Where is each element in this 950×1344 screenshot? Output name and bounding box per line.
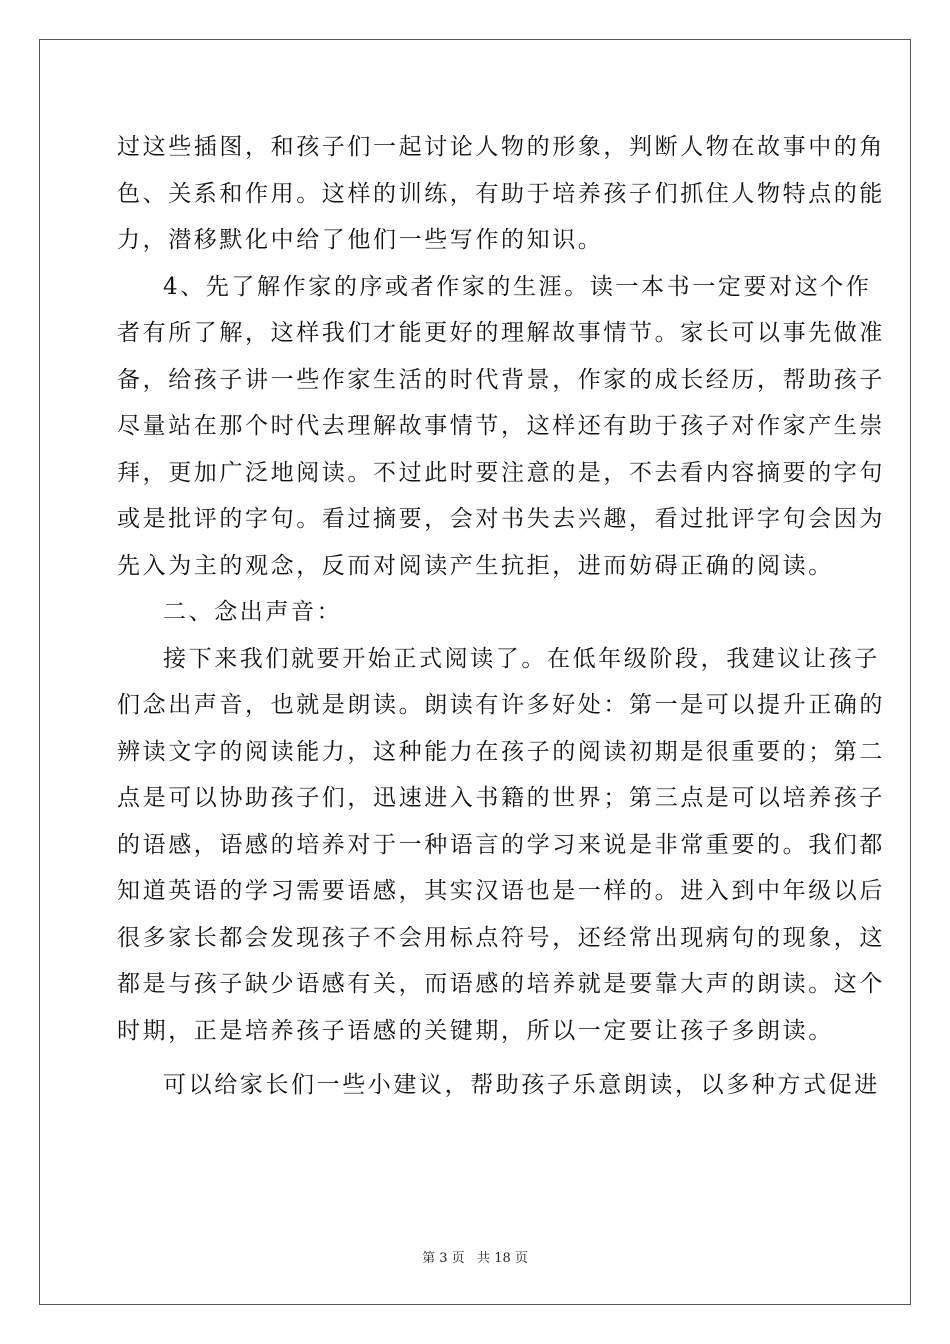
text-line: 备，给孩子讲一些作家生活的时代背景，作家的成长经历，帮助孩子 (117, 366, 885, 393)
text-line: 者有所了解，这样我们才能更好的理解故事情节。家长可以事先做准 (117, 320, 885, 346)
text-line: 过这些插图，和孩子们一起讨论人物的形象，判断人物在故事中的角 (117, 134, 885, 160)
text-line: 时期，正是培养孩子语感的关键期，所以一定要让孩子多朗读。 (117, 1017, 834, 1044)
text-line: 们念出声音，也就是朗读。朗读有许多好处：第一是可以提升正确的 (117, 692, 885, 718)
text-line: 的语感，语感的培养对于一种语言的学习来说是非常重要的。我们都 (117, 831, 885, 858)
paragraph-start-line: 接下来我们就要开始正式阅读了。在低年级阶段，我建议让孩子 (163, 645, 880, 672)
text-line: 很多家长都会发现孩子不会用标点符号，还经常出现病句的现象，这 (117, 924, 885, 951)
text-line: 色、关系和作用。这样的训练，有助于培养孩子们抓住人物特点的能 (117, 180, 885, 207)
text-line: 辨读文字的阅读能力，这种能力在孩子的阅读初期是很重要的；第二 (117, 738, 885, 765)
text-line: 点是可以协助孩子们，迅速进入书籍的世界；第三点是可以培养孩子 (117, 785, 885, 811)
page-number-footer: 第 3 页 共 18 页 (422, 1251, 528, 1266)
paragraph-start-line: 可以给家长们一些小建议，帮助孩子乐意朗读，以多种方式促进 (163, 1072, 880, 1098)
text-line: 力，潜移默化中给了他们一些写作的知识。 (117, 227, 604, 253)
text-line: 都是与孩子缺少语感有关，而语感的培养就是要靠大声的朗读。这个 (117, 971, 885, 997)
text-line: 拜，更加广泛地阅读。不过此时要注意的是，不去看内容摘要的字句 (117, 459, 885, 486)
text-line: 或是批评的字句。看过摘要，会对书失去兴趣，看过批评字句会因为 (117, 506, 885, 532)
text-line: 先入为主的观念，反而对阅读产生抗拒，进而妨碍正确的阅读。 (117, 552, 834, 579)
text-line: 知道英语的学习需要语感，其实汉语也是一样的。进入到中年级以后 (117, 878, 885, 904)
paragraph-start-line: 4、先了解作家的序或者作家的生涯。读一本书一定要对这个作 (163, 273, 872, 300)
document-body (117, 124, 885, 1109)
text-line: 尽量站在那个时代去理解故事情节，这样还有助于孩子对作家产生崇 (117, 413, 885, 439)
section-heading: 二、念出声音： (163, 599, 343, 625)
